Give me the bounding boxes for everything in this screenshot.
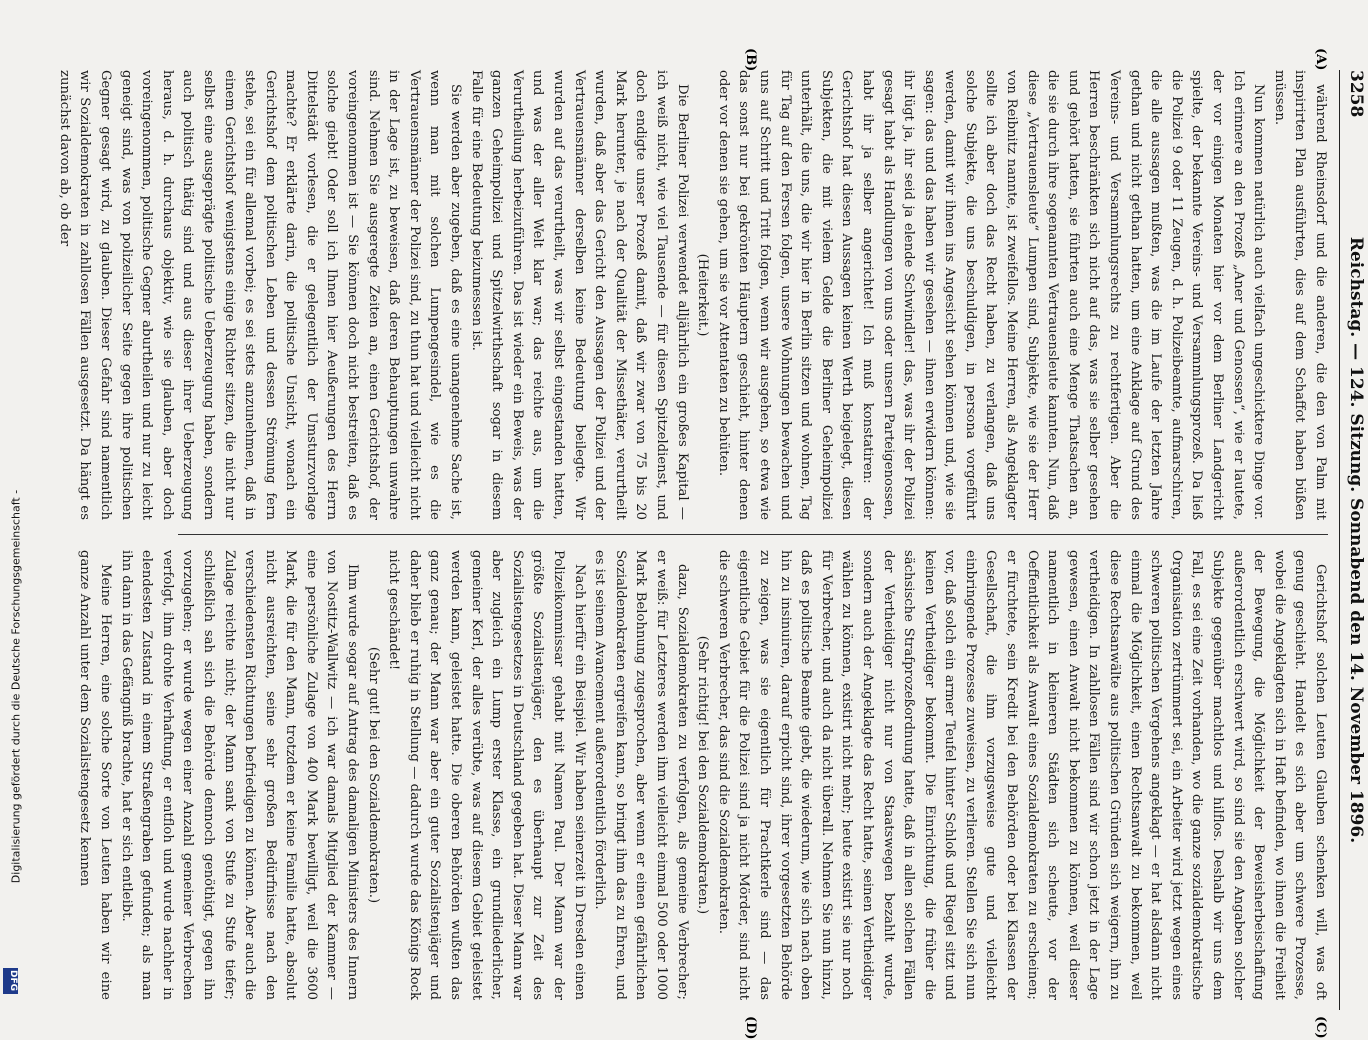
margin-marker-d: (D) [743,1016,758,1040]
paragraph: während Rheinsdorf und die anderen, die den von Palm mit inspirirten Plan ausführten, dies auf dem Schaffot haben büßen müssen. [1271,70,1328,520]
margin-marker-a: (A) [1313,48,1328,71]
paragraph: Ihm wurde sogar auf Antrag des damaligen Ministers des Innern von Nostitz-Wallwitz — ich war damals Mitglied der Kammer — eine persönliche Zulage von 400 Mark bewilligt, weil die 3600 Mark, die für den Mann, trotzdem er keine Familie hatte, absolut nicht ausreichten, seine sehr großen Bedürfnisse nach den verschiedensten Richtungen befriedigen zu können. Aber auch die Zulage reichte nicht; der Mann sank von Stufe zu Stufe tiefer; schließlich sah sich die Behörde dennoch genöthigt, gegen ihn vorzugehen; er wurde wegen einer Anzahl gemeiner Verbrechen verfolgt, ihm drohte Verhaftung, er entfloh und wurde nachher in elendesten Zustand in einem Straßengraben gefunden; als man ihn dann in das Gefängniß brachte, hat er sich entleibt. [118,550,361,1000]
paragraph: (Sehr richtig! bei den Sozialdemokraten.) [695,635,711,915]
left-column [56,70,1330,520]
paragraph: (Heiterkeit.) [695,253,711,337]
paragraph: Sie werden aber zugeben, daß es eine unangenehme Sache ist, wenn man mit solchen Lumpengesindel, wie es die Vertrauensmänner der Polizei sind, zu thun hat und vielleicht nicht in der Lage ist, zu beweisen, daß deren Behauptungen unwahre sind. Nehmen Sie ausgeregte Zeiten an, einen Gerichtshof, der voreingenommen ist — Sie können doch nicht bestreiten, daß es solche giebt! Oder soll ich Ihnen hier Aeußerungen des Herrn Dittelstädt vorlesen, die er gelegentlich der Umsturzvorlage machte? Er erklärte darin, die politische Unsicht, wonach ein Gerichtshof dem politischen Leben und dessen Strömung fern stehe, sei ein für allemal vorbei; es sei stets anzunehmen, daß in einem Gerichtshof wenigstens einige Richter sitzen, die nicht nur selbst eine ausgeprägte politische Ueberzeugung haben, sondern auch politisch thätig sind und aus dieser ihrer Ueberzeugung heraus, d. h. durchaus objektiv, wie sie glauben, aber doch voreingenommen, politische Gegner aburtheilen und nur zu leicht geneigt sind, was von polizeilicher Seite gegen ihre politischen Gegner gesagt wird, zu glauben. Dieser Gefahr sind namentlich wir Sozialdemokraten in zahllosen Fällen ausgesetzt. Da hängt es zunächst davon ab, ob der [56,70,464,520]
paragraph: dazu, Sozialdemokraten zu verfolgen, als gemeine Verbrecher; er weiß: für Letzteres werden ihm vielleicht einmal 500 oder 1000 Mark Belohnung zugesprochen, aber wenn er einen gefährlichen Sozialdemokraten ergreifen kann, so bringt ihm das zu Ehren, und es ist seinem Avancement außerordentlich förderlich. [592,550,690,1000]
paragraph: Nach hierfür ein Beispiel. Wir haben seinerzeit in Dresden einen Polizeikommissar gehabt mit Namen Paul. Der Mann war der größte Sozialistenjäger, den es überhaupt zur Zeit des Sozialistengesetzes in Deutschland gegeben hat. Dieser Mann war aber zugleich ein Lump erster Klasse, ein grundliederlicher, gemeiner Kerl, der alles verübte, was auf diesem Gebiet geleistet werden kann, geleistet hatte. Die oberen Behörden wußten das ganz genau; der Mann war aber ein guter Sozialistenjäger und daher blieb er ruhig in Stellung — dadurch wurde das Königs Rock nicht geschändet! [386,550,587,1000]
page-header [1339,70,1368,1010]
digitization-credit [6,410,24,970]
paragraph: Gerichtshof solchen Leuten Glauben schenken will, was oft genug geschieht. Handelt es sich aber um schwere Prozesse, wobei die Angeklagten sich in Haft befinden, wo ihnen die Freiheit der Bewegung, die Möglichkeit der Beweisherbeischaffung außerordentlich erschwert wird, so sind sie den Angaben solcher Subjekte gegenüber machtlos und hilflos. Deshalb wir uns dem Fall, es sei eine Zeit vorhanden, wo die ganze sozialdemokratische Organisation zertrümmert sei, ein Arbeiter wird jetzt wegen eines schweren politischen Vergehens angeklagt — er hat alsdann nicht einmal die Möglichkeit, einen Rechtsanwalt zu bekommen, weil diese Rechtsanwälte aus politischen Gründen sich weigern, ihn zu vertheidigen. In zahllosen Fällen sind wir schon jetzt in der Lage gewesen, einen Anwalt nicht bekommen zu können, weil dieser namentlich in kleineren Städten sich scheute, vor der Oeffentlichkeit als Anwalt eines Sozialdemokraten zu erscheinen; er fürchtete, sein Kredit bei den Behörden oder bei Klassen der Gesellschaft, die ihm vorzugsweise gute und vielleicht einbringende Prozesse zuweisen, zu verlieren. Stellen Sie sich nun vor, daß solch ein armer Teufel hinter Schloß und Riegel sitzt und keinen Vertheidiger bekommt. Die Einrichtung, die früher die sächsische Strafprozeßordnung hatte, daß in allen solchen Fällen der Vertheidiger nicht nur von Staatswegen bezahlt wurde, sondern auch der Angeklagte das Recht hatte, seinen Vertheidiger wählen zu können, existirt nicht mehr; heute existirt sie nur noch für Verbrecher, und auch da nicht überall. Nehmen Sie nun hinzu, daß es politische Beamte giebt, die wiederum, wie sich nach oben hin zu insinuiren, darauf erpicht sind, ihrer vorgesetzten Behörde zu zeigen, was sie eigentlich für Prachtkerle sind — das eigentliche Gebiet für die Polizei sind ja nicht Mörder, sind nicht die schweren Verbrecher, das sind die Sozialdemokraten. [715,550,1328,1000]
column-divider [178,534,1328,535]
paragraph: (Sehr gut! bei den Sozialdemokraten.) [365,646,381,904]
credit-text: Digitalisierung gefördert durch die Deutsche Forschungsgemeinschaft - [9,489,23,884]
dfg-logo: DFG [3,968,18,994]
margin-marker-b: (B) [743,48,758,72]
paragraph: Die Berliner Polizei verwendet alljährlich ein großes Kapital — ich weiß nicht, wie viel Tausende — für diesen Spitzeldienst, und doch endigte unser Prozeß damit, daß wir zwar von 75 bis 20 Mark herunter, je nach der Qualität der Missethäter, verurtheilt wurden, daß aber das Gericht den Aussagen der Polizei und der Vertrauensmänner derselben keine Bedeutung beilegte. Wir wurden auf das verurtheilt, was wir selbst eingestanden hatten, und was der aller Welt klar war; das reichte aus, um die Verurtheilung herbeizuführen. Das ist wieder ein Beweis, was der ganzen Geheimpolizei und Spitzelwirthschaft sogar in diesem Falle für eine Bedeutung beizumessen ist. [468,70,690,520]
margin-marker-c: (C) [1313,1016,1328,1039]
rotated-page-content [56,48,1368,1040]
page-number: 3258 [1346,70,1366,118]
paragraph: Nun kommen natürlich auch vielfach ungeschicktere Dinge vor. Ich erinnere an den Prozeß „Aner und Genossen“, wie er lautete, der vor einigen Monaten hier vor dem Berliner Landgericht spielte, der bekannte Vereins- und Versammlungsprozeß. Da ließ die Polizei 9 oder 11 Zeugen, d. h. Polizeibeamte, aufmarschiren, die alle aussagen mußten, was die im Laufe der letzten Jahre gethan und nicht gethan hatten, um eine Anklage auf Grund des Vereins- und Versammlungsrechts zu rechtfertigen. Aber die Herren beschränkten sich nicht auf das, was sie selber gesehen und gehört hatten, sie führten auch eine Menge Thatsachen an, die sie durch ihre sogenannten Vertrauensleute kannten. Nun, daß diese „Vertrauensleute“ Lumpen sind, Subjekte, wie sie der Herr von Reibnitz nannte, ist zweifellos. Meine Herren, als Angeklagter sollte ich aber doch das Recht haben, zu verlangen, daß uns solche Subjekte, die uns beschuldigen, in persona vorgeführt werden, damit wir ihnen ins Angesicht sehen können und, wie sie sagen: das und das haben wir gesehen — ihnen erwidern können: ihr lügt ja, ihr seid ja elende Schwindler! das, was ihr der Polizei gesagt habt als Handlungen von uns oder unsern Parteigenossen, habt ihr ja selber angerichtet! Ich muß konstatiren: der Gerichtshof hat diesen Aussagen keinen Werth beigelegt, diesen Subjekten, die mit vielem Gelde die Berliner Geheimpolizei unterhält, die uns, die wir hier in Berlin sitzen und wohnen, Tag für Tag auf den Fersen folgen, unsere Wohnungen bewachen und uns auf Schritt und Tritt folgen, wenn wir ausgehen, so etwa wie das sonst nur bei gekrönten Häuptern geschieht, hinter denen oder vor denen sie gehen, um sie vor Attentaten zu behüten. [715,70,1267,520]
right-column [77,550,1330,1000]
page-title: Reichstag. — 124. Sitzung. Sonnabend den 14. November 1896. [1346,236,1366,844]
paragraph: Meine Herren, eine solche Sorte von Leuten haben wir eine ganze Anzahl unter dem Sozialistengesetz kennen [77,550,113,1000]
